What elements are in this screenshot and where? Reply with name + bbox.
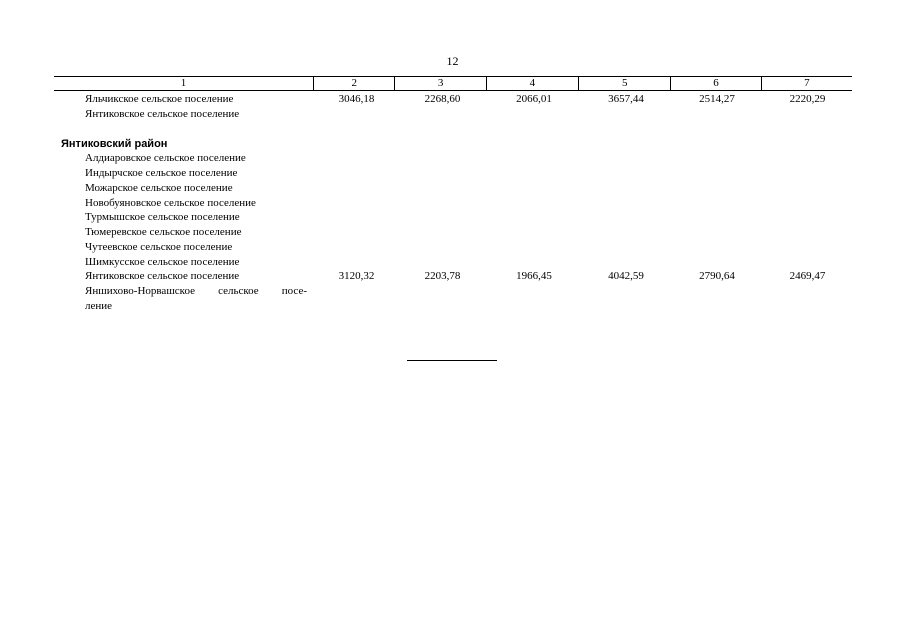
settlement-name-word: сельское	[218, 285, 259, 297]
value-col-6: 2790,64	[699, 270, 735, 282]
value-col-7: 2469,47	[789, 270, 826, 282]
column-header-2: 2	[313, 77, 394, 90]
data-table	[54, 76, 852, 91]
column-header-3: 3	[394, 77, 485, 90]
settlement-name-continuation: ление	[85, 300, 113, 312]
column-header-4: 4	[486, 77, 578, 90]
value-col-2: 3046,18	[338, 93, 375, 105]
value-col-6: 2514,27	[699, 93, 735, 105]
value-col-7: 2220,29	[789, 93, 826, 105]
column-header-6: 6	[670, 77, 760, 90]
settlement-name: Яльчикское сельское поселение	[85, 93, 234, 105]
column-header-7: 7	[761, 77, 852, 90]
column-header-1: 1	[180, 77, 187, 89]
settlement-name: Янтиковское сельское поселение	[85, 270, 240, 282]
settlement-name-wrapped	[85, 284, 307, 299]
settlement-name: Можарское сельское поселение	[85, 182, 233, 194]
value-col-3: 2268,60	[424, 93, 461, 105]
table-header-row	[54, 76, 852, 91]
value-col-5: 3657,44	[608, 93, 644, 105]
value-col-4: 1966,45	[516, 270, 552, 282]
settlement-name: Янтиковское сельское поселение	[85, 108, 240, 120]
settlement-name: Тюмеревское сельское поселение	[85, 226, 242, 238]
settlement-name: Шимкусское сельское поселение	[85, 256, 240, 268]
column-header-5: 5	[578, 77, 670, 90]
settlement-name: Индырчское сельское поселение	[85, 167, 238, 179]
value-col-4: 2066,01	[516, 93, 552, 105]
value-col-2: 3120,32	[338, 270, 375, 282]
end-of-document-rule	[407, 360, 497, 361]
settlement-name-word: посе-	[281, 285, 307, 297]
settlement-name: Новобуяновское сельское поселение	[85, 197, 256, 209]
value-col-3: 2203,78	[424, 270, 461, 282]
district-heading: Янтиковский район	[61, 138, 168, 150]
settlement-name: Чутеевское сельское поселение	[85, 241, 233, 253]
value-col-5: 4042,59	[608, 270, 644, 282]
settlement-name-word: Яншихово-Норвашское	[85, 285, 195, 297]
settlement-name: Турмышское сельское поселение	[85, 211, 240, 223]
settlement-name: Алдиаровское сельское поселение	[85, 152, 246, 164]
page-number: 12	[446, 54, 459, 68]
